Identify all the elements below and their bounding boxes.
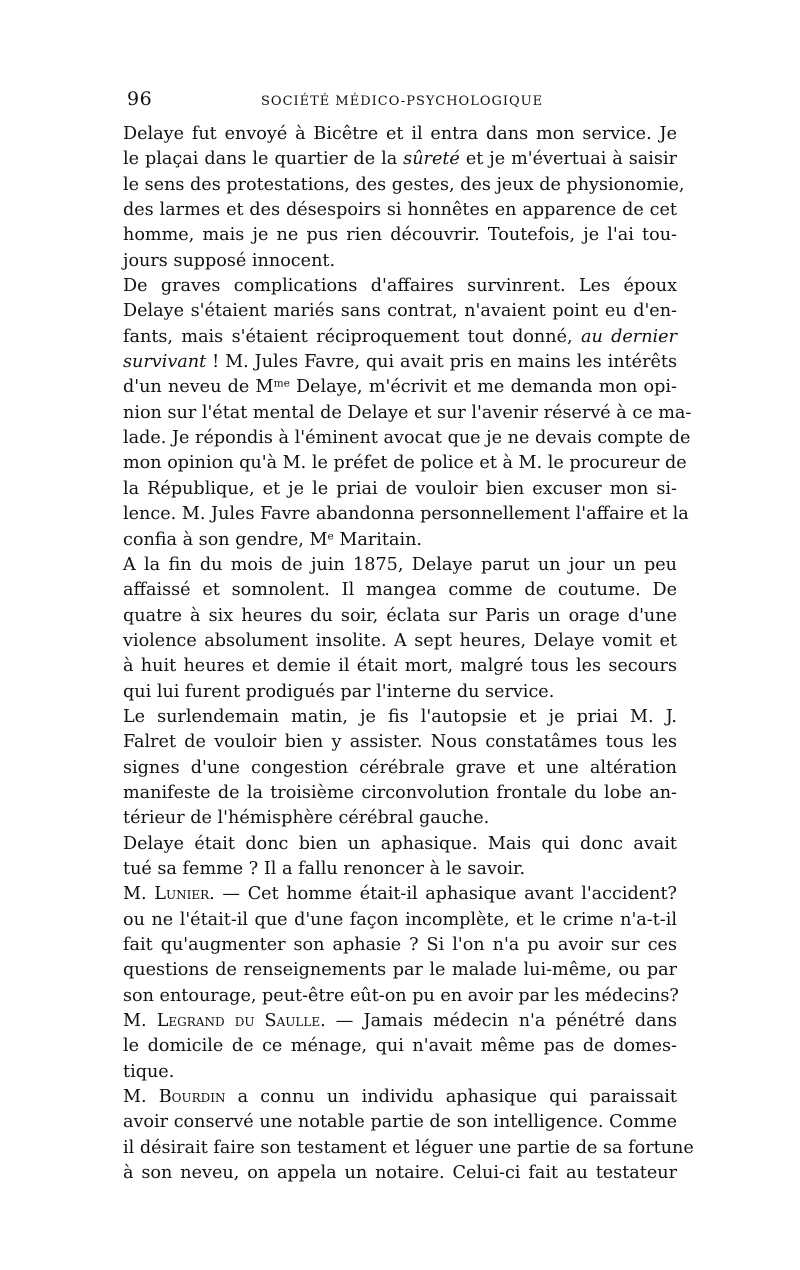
text-line: le sens des protestations, des gestes, des jeux de physionomie, (123, 174, 685, 195)
paragraph (123, 1009, 677, 1085)
text-line: manifeste de la troisième circonvolution frontale du lobe an- (123, 782, 677, 803)
text-line: nion sur l'état mental de Delaye et sur l'avenir réservé à ce ma- (123, 402, 692, 423)
page-number: 96 (127, 88, 153, 110)
page-header (123, 88, 677, 122)
text-line: fait qu'augmenter son aphasie ? Si l'on n'a pu avoir sur ces (123, 935, 677, 955)
text-line: A la fin du mois de juin 1875, Delaye parut un jour un peu (123, 554, 677, 575)
text-line: térieur de l'hémisphère cérébral gauche. (123, 808, 490, 829)
text-line: avoir conservé une notable partie de son intelligence. Comme (123, 1112, 677, 1133)
paragraph (123, 832, 677, 883)
text-run: confia à son gendre, M (123, 529, 328, 550)
text-line: lence. M. Jules Favre abandonna personnellement l'affaire et la (123, 504, 689, 525)
text-line (123, 147, 677, 172)
running-head: SOCIÉTÉ MÉDICO-PSYCHOLOGIQUE (261, 94, 544, 109)
text-line: homme, mais je ne pus rien découvrir. Toutefois, je l'ai tou- (123, 225, 677, 246)
text-line (123, 1085, 677, 1110)
text-run: M. (123, 1011, 157, 1032)
superscript: e (327, 530, 334, 543)
text-line: Delaye était donc bien un aphasique. Mais qui donc avait (123, 833, 677, 854)
paragraph (123, 705, 677, 832)
text-line: tique. (123, 1061, 175, 1082)
text-line: Falret de vouloir bien y assister. Nous constatâmes tous les (123, 732, 677, 753)
body-text (123, 122, 694, 1186)
text-run: a connu un individu aphasique qui paraissait (225, 1087, 677, 1108)
text-line (123, 1009, 677, 1034)
italic-word: sûreté (403, 149, 460, 170)
text-line: De graves complications d'affaires survinrent. Les époux (123, 276, 677, 297)
text-line (123, 325, 677, 350)
text-line: Delaye s'étaient mariés sans contrat, n'avaient point eu d'en- (123, 301, 677, 322)
text-run: et je m'évertuai à saisir (459, 149, 677, 170)
superscript: me (273, 378, 290, 391)
text-line: à huit heures et demie il était mort, malgré tous les secours (123, 656, 677, 677)
paragraph (123, 1085, 694, 1186)
text-line: le domicile de ce ménage, qui n'avait même pas de domes- (123, 1036, 677, 1057)
text-run: Delaye, m'écrivit et me demanda mon opi- (289, 377, 677, 398)
text-line: Le surlendemain matin, je fis l'autopsie et je priai M. J. (123, 706, 677, 727)
text-line: qui lui furent prodigués par l'interne du service. (123, 681, 555, 702)
text-line: signes d'une congestion cérébrale grave et une altération (123, 757, 677, 778)
paragraph (123, 553, 677, 705)
text-line: son entourage, peut-être eût-on pu en avoir par les médecins? (123, 985, 679, 1006)
text-line: quatre à six heures du soir, éclata sur Paris un orage d'une (123, 605, 677, 626)
text-run: Maritain. (333, 529, 423, 550)
text-line: il désirait faire son testament et léguer une partie de sa fortune (123, 1137, 694, 1158)
text-line: violence absolument insolite. A sept heures, Delaye vomit et (123, 630, 677, 651)
text-line: questions de renseignements par le malade lui-même, ou par (123, 960, 677, 981)
text-run: ! M. Jules Favre, qui avait pris en mains les intérêts (206, 352, 677, 373)
text-run: fants, mais s'étaient réciproquement tout donné, (123, 326, 581, 347)
text-run: le plaçai dans le quartier de la (123, 149, 404, 170)
text-run: M. (123, 884, 155, 905)
text-run: . — Cet homme était-il aphasique avant l'accident? (209, 884, 677, 905)
text-line (123, 882, 677, 907)
text-line: ou ne l'était-il que d'une façon incomplète, et le crime n'a-t-il (123, 909, 677, 930)
paragraph (123, 274, 692, 553)
text-line (123, 375, 677, 400)
text-line: lade. Je répondis à l'éminent avocat que je ne devais compte de (123, 428, 691, 449)
text-line (123, 528, 677, 553)
text-line: Delaye fut envoyé à Bicêtre et il entra dans mon service. Je (123, 124, 677, 144)
text-line: la République, et je le priai de vouloir bien excuser mon si- (123, 478, 677, 499)
text-line: des larmes et des désespoirs si honnêtes en apparence de cet (123, 200, 677, 221)
italic-phrase: au dernier (580, 326, 677, 347)
text-line (123, 350, 677, 375)
text-line: tué sa femme ? Il a fallu renoncer à le savoir. (123, 858, 526, 879)
speaker-name: Legrand du Saulle (156, 1011, 321, 1032)
text-line: mon opinion qu'à M. le préfet de police et à M. le procureur de (123, 453, 687, 474)
text-run: . — Jamais médecin n'a pénétré dans (320, 1011, 678, 1032)
text-run: d'un neveu de M (123, 377, 274, 398)
book-page (123, 88, 694, 1186)
speaker-name: Bourdin (158, 1087, 226, 1108)
text-line: affaissé et somnolent. Il mangea comme de coutume. De (123, 580, 677, 601)
speaker-name: Lunier (154, 884, 210, 905)
paragraph (123, 882, 677, 1009)
paragraph (123, 122, 685, 274)
italic-word: survivant (123, 352, 207, 373)
text-line: à son neveu, on appela un notaire. Celui-ci fait au testateur (123, 1163, 677, 1184)
text-run: M. (123, 1087, 159, 1108)
text-line: jours supposé innocent. (123, 250, 336, 271)
